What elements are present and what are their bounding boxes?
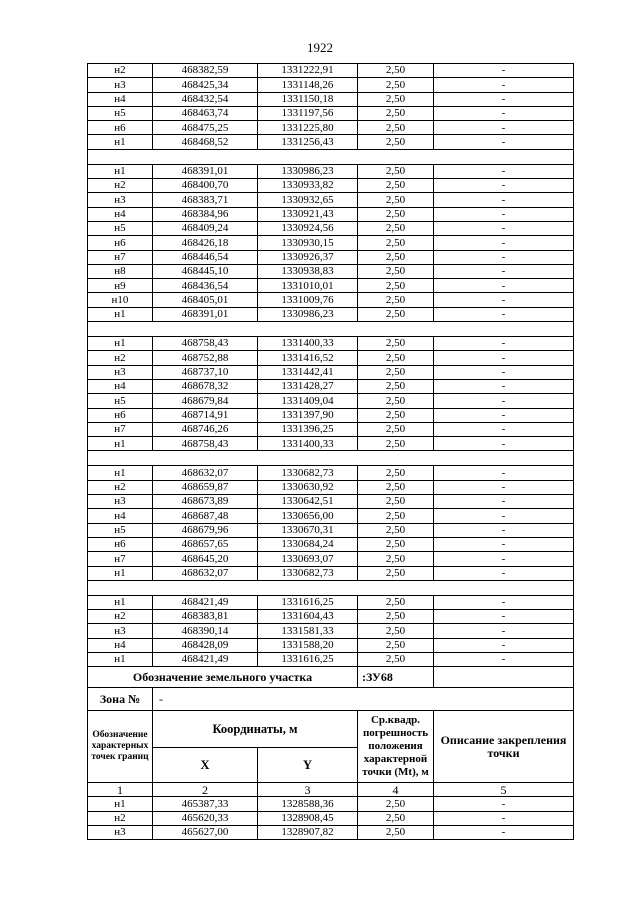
header-row-1 bbox=[88, 711, 574, 748]
error-value: 2,50 bbox=[358, 495, 434, 509]
error-value: 2,50 bbox=[358, 379, 434, 393]
coord-x: 468445,10 bbox=[153, 264, 258, 278]
coord-x: 468687,48 bbox=[153, 509, 258, 523]
error-value: 2,50 bbox=[358, 64, 434, 78]
coord-x: 468657,65 bbox=[153, 537, 258, 551]
coord-y: 1330642,51 bbox=[258, 495, 358, 509]
description: - bbox=[434, 466, 574, 480]
coord-x: 468758,43 bbox=[153, 437, 258, 451]
description: - bbox=[434, 495, 574, 509]
error-value: 2,50 bbox=[358, 797, 434, 811]
table-row bbox=[88, 825, 574, 839]
table-row bbox=[88, 221, 574, 235]
point-name: н8 bbox=[88, 264, 153, 278]
table-row bbox=[88, 624, 574, 638]
point-name: н1 bbox=[88, 337, 153, 351]
point-name: н2 bbox=[88, 480, 153, 494]
table-row bbox=[88, 337, 574, 351]
description: - bbox=[434, 394, 574, 408]
error-value: 2,50 bbox=[358, 135, 434, 149]
coord-x: 468463,74 bbox=[153, 106, 258, 120]
coord-y: 1330682,73 bbox=[258, 466, 358, 480]
header-description: Описание закрепления точки bbox=[434, 711, 574, 783]
description: - bbox=[434, 264, 574, 278]
point-name: н9 bbox=[88, 279, 153, 293]
table-row bbox=[88, 408, 574, 422]
separator-row bbox=[88, 451, 574, 466]
header-error: Ср.квадр. погрешность положения характерной точки (Mt), м bbox=[358, 711, 434, 783]
coord-x: 468383,71 bbox=[153, 193, 258, 207]
description: - bbox=[434, 193, 574, 207]
description: - bbox=[434, 552, 574, 566]
header-y: Y bbox=[258, 748, 358, 783]
table-row bbox=[88, 351, 574, 365]
coord-y: 1331428,27 bbox=[258, 379, 358, 393]
error-value: 2,50 bbox=[358, 624, 434, 638]
description: - bbox=[434, 408, 574, 422]
error-value: 2,50 bbox=[358, 250, 434, 264]
description: - bbox=[434, 509, 574, 523]
description: - bbox=[434, 92, 574, 106]
table-row bbox=[88, 523, 574, 537]
description: - bbox=[434, 106, 574, 120]
description: - bbox=[434, 379, 574, 393]
error-value: 2,50 bbox=[358, 523, 434, 537]
description: - bbox=[434, 221, 574, 235]
header-point-label: Обозначение характерных точек границ bbox=[88, 711, 153, 783]
point-name: н2 bbox=[88, 811, 153, 825]
coord-x: 468475,25 bbox=[153, 121, 258, 135]
coord-y: 1331616,25 bbox=[258, 652, 358, 666]
coord-y: 1330933,82 bbox=[258, 179, 358, 193]
description: - bbox=[434, 523, 574, 537]
coordinates-groups bbox=[88, 64, 574, 667]
coord-x: 465387,33 bbox=[153, 797, 258, 811]
point-name: н6 bbox=[88, 537, 153, 551]
description: - bbox=[434, 595, 574, 609]
description: - bbox=[434, 121, 574, 135]
description: - bbox=[434, 307, 574, 321]
coord-x: 468659,87 bbox=[153, 480, 258, 494]
table-row bbox=[88, 495, 574, 509]
table-row bbox=[88, 293, 574, 307]
point-name: н2 bbox=[88, 64, 153, 78]
table-row bbox=[88, 78, 574, 92]
table-row bbox=[88, 437, 574, 451]
coordinates-table bbox=[87, 63, 574, 840]
point-name: н3 bbox=[88, 365, 153, 379]
table-row bbox=[88, 509, 574, 523]
coord-y: 1330986,23 bbox=[258, 307, 358, 321]
col-number: 4 bbox=[358, 783, 434, 797]
coord-y: 1331616,25 bbox=[258, 595, 358, 609]
coord-y: 1331409,04 bbox=[258, 394, 358, 408]
point-name: н1 bbox=[88, 652, 153, 666]
error-value: 2,50 bbox=[358, 351, 434, 365]
description: - bbox=[434, 825, 574, 839]
coord-x: 468400,70 bbox=[153, 179, 258, 193]
coord-x: 468421,49 bbox=[153, 595, 258, 609]
description: - bbox=[434, 179, 574, 193]
coord-x: 468390,14 bbox=[153, 624, 258, 638]
error-value: 2,50 bbox=[358, 164, 434, 178]
error-value: 2,50 bbox=[358, 610, 434, 624]
point-name: н6 bbox=[88, 236, 153, 250]
description: - bbox=[434, 365, 574, 379]
description: - bbox=[434, 537, 574, 551]
description: - bbox=[434, 337, 574, 351]
table-row bbox=[88, 64, 574, 78]
coord-x: 468679,96 bbox=[153, 523, 258, 537]
header-coordinates: Координаты, м bbox=[153, 711, 358, 748]
point-name: н1 bbox=[88, 164, 153, 178]
table-row bbox=[88, 164, 574, 178]
error-value: 2,50 bbox=[358, 652, 434, 666]
error-value: 2,50 bbox=[358, 207, 434, 221]
coord-x: 468714,91 bbox=[153, 408, 258, 422]
point-name: н4 bbox=[88, 509, 153, 523]
coord-x: 468632,07 bbox=[153, 566, 258, 580]
coord-y: 1331222,91 bbox=[258, 64, 358, 78]
table-row bbox=[88, 179, 574, 193]
point-name: н2 bbox=[88, 179, 153, 193]
coord-x: 468382,59 bbox=[153, 64, 258, 78]
point-name: н5 bbox=[88, 106, 153, 120]
table-row bbox=[88, 394, 574, 408]
description: - bbox=[434, 351, 574, 365]
point-name: н2 bbox=[88, 610, 153, 624]
point-name: н4 bbox=[88, 207, 153, 221]
coord-x: 468468,52 bbox=[153, 135, 258, 149]
plot-label: Обозначение земельного участка bbox=[88, 667, 358, 688]
description: - bbox=[434, 207, 574, 221]
point-name: н10 bbox=[88, 293, 153, 307]
col-number: 3 bbox=[258, 783, 358, 797]
error-value: 2,50 bbox=[358, 264, 434, 278]
error-value: 2,50 bbox=[358, 638, 434, 652]
point-name: н1 bbox=[88, 437, 153, 451]
coord-y: 1330921,43 bbox=[258, 207, 358, 221]
table-row bbox=[88, 811, 574, 825]
error-value: 2,50 bbox=[358, 193, 434, 207]
point-name: н4 bbox=[88, 379, 153, 393]
point-name: н5 bbox=[88, 221, 153, 235]
error-value: 2,50 bbox=[358, 179, 434, 193]
separator-row bbox=[88, 149, 574, 164]
coord-x: 468752,88 bbox=[153, 351, 258, 365]
point-name: н1 bbox=[88, 135, 153, 149]
table-row bbox=[88, 307, 574, 321]
point-name: н7 bbox=[88, 422, 153, 436]
coord-y: 1331397,90 bbox=[258, 408, 358, 422]
coord-x: 468446,54 bbox=[153, 250, 258, 264]
coord-x: 468409,24 bbox=[153, 221, 258, 235]
error-value: 2,50 bbox=[358, 466, 434, 480]
coord-x: 468391,01 bbox=[153, 164, 258, 178]
description: - bbox=[434, 64, 574, 78]
table-row bbox=[88, 797, 574, 811]
coord-x: 468405,01 bbox=[153, 293, 258, 307]
coord-y: 1331588,20 bbox=[258, 638, 358, 652]
point-name: н6 bbox=[88, 408, 153, 422]
coord-y: 1330924,56 bbox=[258, 221, 358, 235]
table-row bbox=[88, 279, 574, 293]
table-row bbox=[88, 552, 574, 566]
coord-y: 1330938,83 bbox=[258, 264, 358, 278]
error-value: 2,50 bbox=[358, 480, 434, 494]
description: - bbox=[434, 78, 574, 92]
description: - bbox=[434, 480, 574, 494]
point-name: н1 bbox=[88, 466, 153, 480]
coord-y: 1331148,26 bbox=[258, 78, 358, 92]
error-value: 2,50 bbox=[358, 92, 434, 106]
point-name: н7 bbox=[88, 552, 153, 566]
error-value: 2,50 bbox=[358, 221, 434, 235]
table-row bbox=[88, 638, 574, 652]
coord-y: 1331010,01 bbox=[258, 279, 358, 293]
error-value: 2,50 bbox=[358, 537, 434, 551]
coord-x: 465627,00 bbox=[153, 825, 258, 839]
description: - bbox=[434, 610, 574, 624]
coord-x: 468678,32 bbox=[153, 379, 258, 393]
coord-y: 1328588,36 bbox=[258, 797, 358, 811]
description: - bbox=[434, 566, 574, 580]
description: - bbox=[434, 797, 574, 811]
point-name: н5 bbox=[88, 523, 153, 537]
coord-x: 468383,81 bbox=[153, 610, 258, 624]
table-row bbox=[88, 466, 574, 480]
coord-y: 1330656,00 bbox=[258, 509, 358, 523]
coord-y: 1330670,31 bbox=[258, 523, 358, 537]
description: - bbox=[434, 293, 574, 307]
coord-x: 468391,01 bbox=[153, 307, 258, 321]
coord-x: 468421,49 bbox=[153, 652, 258, 666]
coord-y: 1331604,43 bbox=[258, 610, 358, 624]
table-row bbox=[88, 250, 574, 264]
coord-y: 1331256,43 bbox=[258, 135, 358, 149]
plot-value: :ЗУ68 bbox=[358, 667, 434, 688]
coord-x: 468645,20 bbox=[153, 552, 258, 566]
error-value: 2,50 bbox=[358, 437, 434, 451]
table-row bbox=[88, 106, 574, 120]
coord-x: 468384,96 bbox=[153, 207, 258, 221]
coord-y: 1331581,33 bbox=[258, 624, 358, 638]
coord-x: 468758,43 bbox=[153, 337, 258, 351]
point-name: н3 bbox=[88, 825, 153, 839]
col-number: 2 bbox=[153, 783, 258, 797]
final-rows bbox=[88, 797, 574, 840]
coord-y: 1330682,73 bbox=[258, 566, 358, 580]
table-row bbox=[88, 537, 574, 551]
coord-y: 1331396,25 bbox=[258, 422, 358, 436]
table-row bbox=[88, 610, 574, 624]
error-value: 2,50 bbox=[358, 337, 434, 351]
coord-x: 468632,07 bbox=[153, 466, 258, 480]
coord-y: 1330630,92 bbox=[258, 480, 358, 494]
description: - bbox=[434, 437, 574, 451]
description: - bbox=[434, 236, 574, 250]
column-numbers-row bbox=[88, 783, 574, 797]
coord-x: 468737,10 bbox=[153, 365, 258, 379]
coord-y: 1331225,80 bbox=[258, 121, 358, 135]
point-name: н7 bbox=[88, 250, 153, 264]
coord-x: 468426,18 bbox=[153, 236, 258, 250]
table-row bbox=[88, 652, 574, 666]
coord-y: 1330932,65 bbox=[258, 193, 358, 207]
error-value: 2,50 bbox=[358, 566, 434, 580]
error-value: 2,50 bbox=[358, 394, 434, 408]
zone-row bbox=[88, 688, 574, 711]
error-value: 2,50 bbox=[358, 408, 434, 422]
header-x: X bbox=[153, 748, 258, 783]
point-name: н2 bbox=[88, 351, 153, 365]
zone-label: Зона № bbox=[88, 688, 153, 711]
error-value: 2,50 bbox=[358, 509, 434, 523]
zone-value: - bbox=[153, 688, 574, 711]
table-row bbox=[88, 566, 574, 580]
coord-y: 1331400,33 bbox=[258, 437, 358, 451]
page-number: 1922 bbox=[307, 40, 333, 55]
point-name: н5 bbox=[88, 394, 153, 408]
point-name: н1 bbox=[88, 595, 153, 609]
coord-y: 1330684,24 bbox=[258, 537, 358, 551]
coord-x: 468673,89 bbox=[153, 495, 258, 509]
point-name: н3 bbox=[88, 624, 153, 638]
point-name: н3 bbox=[88, 495, 153, 509]
coord-y: 1328907,82 bbox=[258, 825, 358, 839]
description: - bbox=[434, 135, 574, 149]
point-name: н4 bbox=[88, 638, 153, 652]
error-value: 2,50 bbox=[358, 811, 434, 825]
point-name: н6 bbox=[88, 121, 153, 135]
table-row bbox=[88, 365, 574, 379]
error-value: 2,50 bbox=[358, 293, 434, 307]
coord-y: 1330930,15 bbox=[258, 236, 358, 250]
coord-x: 468425,34 bbox=[153, 78, 258, 92]
table-row bbox=[88, 135, 574, 149]
description: - bbox=[434, 638, 574, 652]
coord-y: 1330926,37 bbox=[258, 250, 358, 264]
error-value: 2,50 bbox=[358, 825, 434, 839]
point-name: н1 bbox=[88, 307, 153, 321]
coord-y: 1328908,45 bbox=[258, 811, 358, 825]
coord-y: 1330986,23 bbox=[258, 164, 358, 178]
error-value: 2,50 bbox=[358, 552, 434, 566]
description: - bbox=[434, 624, 574, 638]
point-name: н3 bbox=[88, 193, 153, 207]
coord-y: 1331009,76 bbox=[258, 293, 358, 307]
error-value: 2,50 bbox=[358, 236, 434, 250]
point-name: н1 bbox=[88, 566, 153, 580]
coord-x: 465620,33 bbox=[153, 811, 258, 825]
description: - bbox=[434, 250, 574, 264]
description: - bbox=[434, 811, 574, 825]
table-row bbox=[88, 422, 574, 436]
table-row bbox=[88, 92, 574, 106]
coord-x: 468746,26 bbox=[153, 422, 258, 436]
coord-y: 1331197,56 bbox=[258, 106, 358, 120]
table-row bbox=[88, 236, 574, 250]
col-number: 5 bbox=[434, 783, 574, 797]
coord-x: 468436,54 bbox=[153, 279, 258, 293]
separator-row bbox=[88, 322, 574, 337]
table-row bbox=[88, 264, 574, 278]
coord-x: 468432,54 bbox=[153, 92, 258, 106]
error-value: 2,50 bbox=[358, 279, 434, 293]
table-row bbox=[88, 379, 574, 393]
point-name: н4 bbox=[88, 92, 153, 106]
description: - bbox=[434, 422, 574, 436]
coord-y: 1331416,52 bbox=[258, 351, 358, 365]
table-row bbox=[88, 193, 574, 207]
coord-y: 1331442,41 bbox=[258, 365, 358, 379]
table-row bbox=[88, 121, 574, 135]
col-number: 1 bbox=[88, 783, 153, 797]
error-value: 2,50 bbox=[358, 307, 434, 321]
coord-y: 1330693,07 bbox=[258, 552, 358, 566]
table-row bbox=[88, 207, 574, 221]
error-value: 2,50 bbox=[358, 121, 434, 135]
error-value: 2,50 bbox=[358, 365, 434, 379]
coord-y: 1331400,33 bbox=[258, 337, 358, 351]
coord-y: 1331150,18 bbox=[258, 92, 358, 106]
coord-x: 468428,09 bbox=[153, 638, 258, 652]
plot-row bbox=[88, 667, 574, 688]
coord-x: 468679,84 bbox=[153, 394, 258, 408]
description: - bbox=[434, 652, 574, 666]
point-name: н1 bbox=[88, 797, 153, 811]
separator-row bbox=[88, 580, 574, 595]
description: - bbox=[434, 164, 574, 178]
error-value: 2,50 bbox=[358, 422, 434, 436]
error-value: 2,50 bbox=[358, 595, 434, 609]
description: - bbox=[434, 279, 574, 293]
point-name: н3 bbox=[88, 78, 153, 92]
error-value: 2,50 bbox=[358, 78, 434, 92]
table-row bbox=[88, 595, 574, 609]
error-value: 2,50 bbox=[358, 106, 434, 120]
table-row bbox=[88, 480, 574, 494]
